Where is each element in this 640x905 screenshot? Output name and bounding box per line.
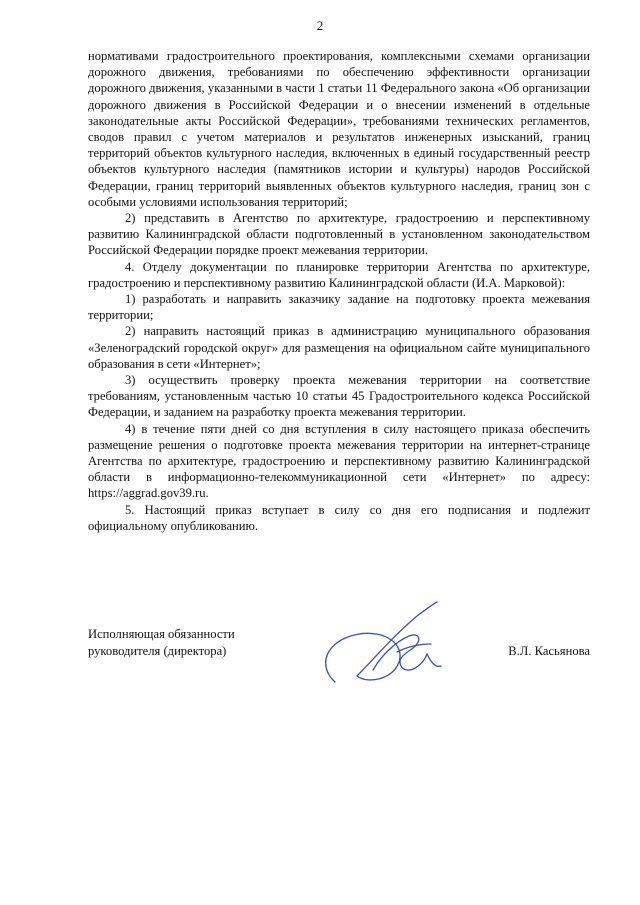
paragraph-clause-4: 4. Отделу документации по планировке территории Агентства по архитектуре, градостроению и перспективному развитию Калининградской области (И.А. Марковой): [88, 259, 590, 290]
paragraph-item-4-3: 3) осуществить проверку проекта межевания территории на соответствие требованиям, установленным частью 10 статьи 45 Градостроительного кодекса Российской Федерации, и заданием на разработку проекта межевания территории. [88, 373, 590, 420]
signatory-position [88, 626, 235, 660]
signatory-position-line1: Исполняющая обязанности [88, 627, 235, 641]
paragraph-clause-5: 5. Настоящий приказ вступает в силу со дня его подписания и подлежит официальному опубликованию. [88, 502, 590, 533]
handwritten-signature [313, 596, 463, 706]
page-number: 2 [316, 18, 324, 33]
signatory-position-line2: руководителя (директора) [88, 644, 227, 658]
signatory-name: В.Л. Касьянова [508, 644, 590, 658]
paragraph-item-3-2: 2) представить в Агентство по архитектуре, градостроению и перспективному развитию Калининградской области подготовленный в установленном законодательством Российской Федерации порядке проект межевания территории. [88, 211, 590, 258]
paragraph-item-4-1: 1) разработать и направить заказчику задание на подготовку проекта межевания территории; [88, 292, 590, 323]
paragraph-continuation: нормативами градостроительного проектирования, комплексными схемами организации дорожного движения, требованиями по обеспечению эффективности организации дорожного движения, указанными в части 1 статьи 11 Федерального закона «Об организации дорожного движения в Российской Федерации и о внесении изменений в отдельные законодательные акты Российской Федерации», требованиями технических регламентов, сводов правил с учетом материалов и результатов инженерных изысканий, границ территорий объектов культурного наследия, включенных в единый государственный реестр объектов культурного наследия (памятников истории и культуры) народов Российской Федерации, границ территорий выявленных объектов культурного наследия, границ зон с особыми условиями использования территорий; [88, 49, 590, 209]
paragraph-item-4-4: 4) в течение пяти дней со дня вступления в силу настоящего приказа обеспечить размещение решения о подготовке проекта межевания территории на интернет-странице Агентства по архитектуре, градостроению и перспективному развитию Калининградской области в информационно-телекоммуникационной сети «Интернет» по адресу: https://aggrad.gov39.ru. [88, 421, 590, 501]
paragraph-item-4-2: 2) направить настоящий приказ в администрацию муниципального образования «Зеленоградский городской округ» для размещения на официальном сайте муниципального образования в сети «Интернет»; [88, 324, 590, 371]
document-body [88, 48, 590, 534]
signature-block [88, 626, 590, 696]
